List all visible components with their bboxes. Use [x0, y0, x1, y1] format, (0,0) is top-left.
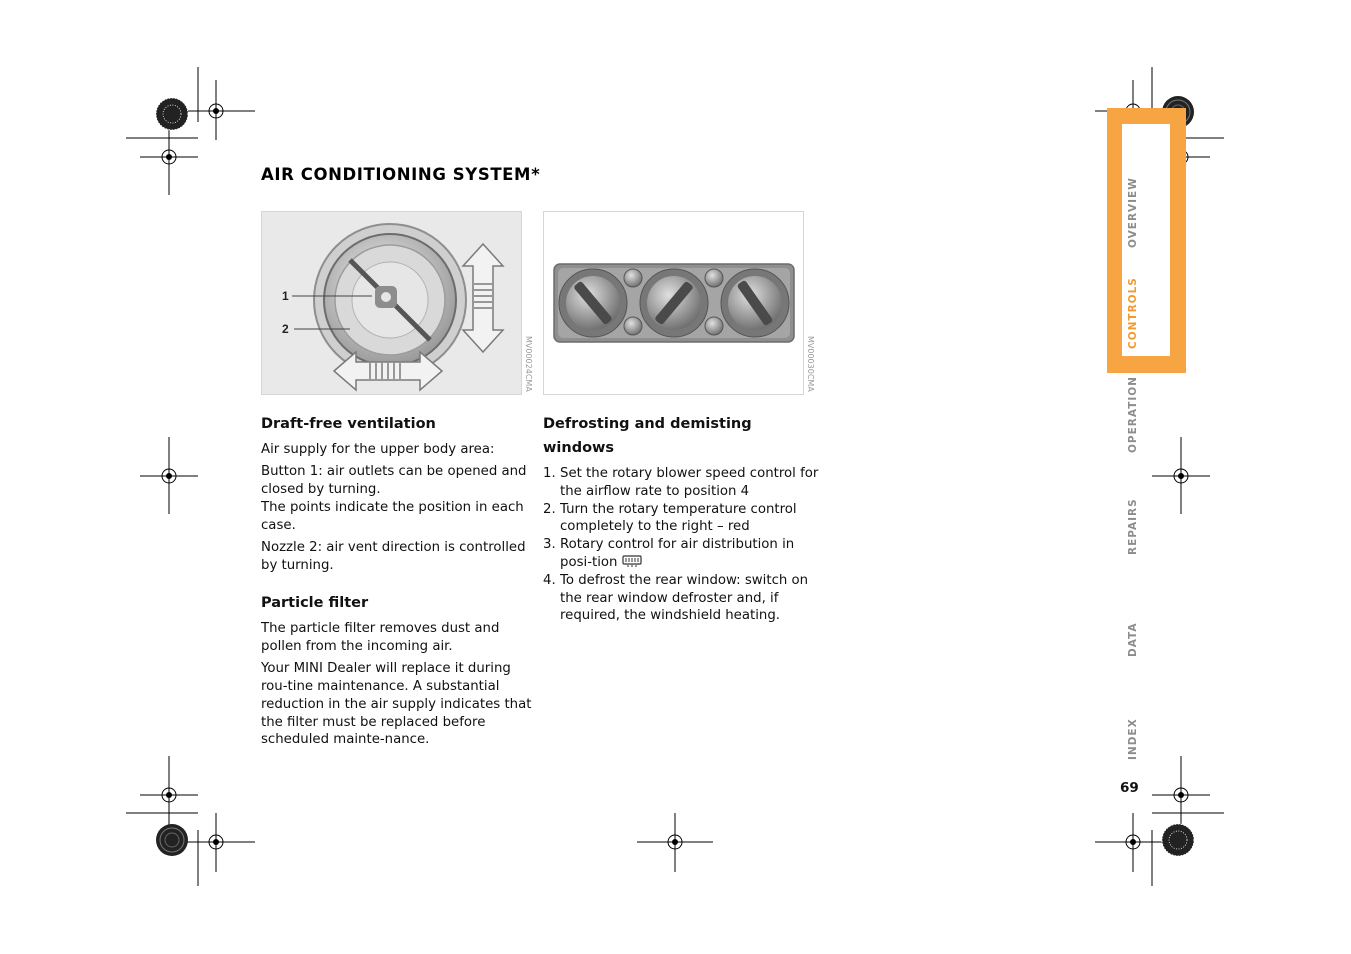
air-vent-illustration — [261, 211, 522, 395]
sidebar-item-controls[interactable]: CONTROLS — [1127, 277, 1139, 349]
sidebar-item-overview[interactable]: OVERVIEW — [1127, 177, 1139, 248]
step-text: Set the rotary blower speed control for the airflow rate to position 4 — [560, 466, 819, 499]
air-vent-graphic — [262, 212, 521, 394]
climate-panel-graphic — [544, 212, 803, 394]
step-text: Rotary control for air distribution in posi-tion — [560, 537, 795, 570]
paragraph: Your MINI Dealer will replace it during rou-tine maintenance. A substantial reduction in the air supply indicates that the filter must be replaced before scheduled mainte-nance. — [261, 661, 532, 748]
paragraph: The particle filter removes dust and pollen from the incoming air. — [261, 621, 500, 654]
left-column — [261, 412, 536, 754]
sidebar-item-index[interactable]: INDEX — [1127, 718, 1139, 760]
section-heading: Defrosting and demisting windows — [543, 416, 752, 456]
step-text: Turn the rotary temperature control completely to the right – red — [560, 501, 797, 535]
section-heading: Particle filter — [261, 595, 369, 612]
page-title: AIR CONDITIONING SYSTEM* — [261, 165, 541, 184]
right-column — [543, 412, 821, 625]
paragraph: Button 1: air outlets can be opened and closed by turning. The points indicate the position in each case. — [261, 464, 527, 533]
sidebar-item-data[interactable]: DATA — [1127, 622, 1139, 657]
callout-1: 1 — [282, 289, 289, 303]
climate-panel-illustration — [543, 211, 804, 395]
step-number: 2. — [543, 501, 556, 517]
list-item — [543, 572, 821, 625]
step-number: 1. — [543, 466, 556, 481]
page-number: 69 — [1120, 780, 1139, 796]
callout-2: 2 — [282, 322, 289, 336]
figure-code: MV00024CMA — [524, 336, 533, 392]
list-item — [543, 465, 821, 501]
list-item — [543, 536, 821, 572]
section-heading: Draft-free ventilation — [261, 416, 436, 432]
paragraph: Air supply for the upper body area: — [261, 442, 495, 457]
sidebar-item-repairs[interactable]: REPAIRS — [1127, 498, 1139, 555]
step-number: 3. — [543, 537, 556, 553]
windshield-defrost-icon — [622, 555, 642, 568]
step-number: 4. — [543, 572, 556, 588]
step-text: To defrost the rear window: switch on the rear window defroster and, if required, the windshield heating. — [560, 572, 809, 624]
paragraph: Nozzle 2: air vent direction is controlled by turning. — [261, 539, 526, 573]
steps-list — [543, 465, 821, 625]
figure-code: MV00030CMA — [806, 336, 815, 392]
list-item — [543, 501, 821, 537]
sidebar-item-operation[interactable]: OPERATION — [1127, 376, 1139, 453]
